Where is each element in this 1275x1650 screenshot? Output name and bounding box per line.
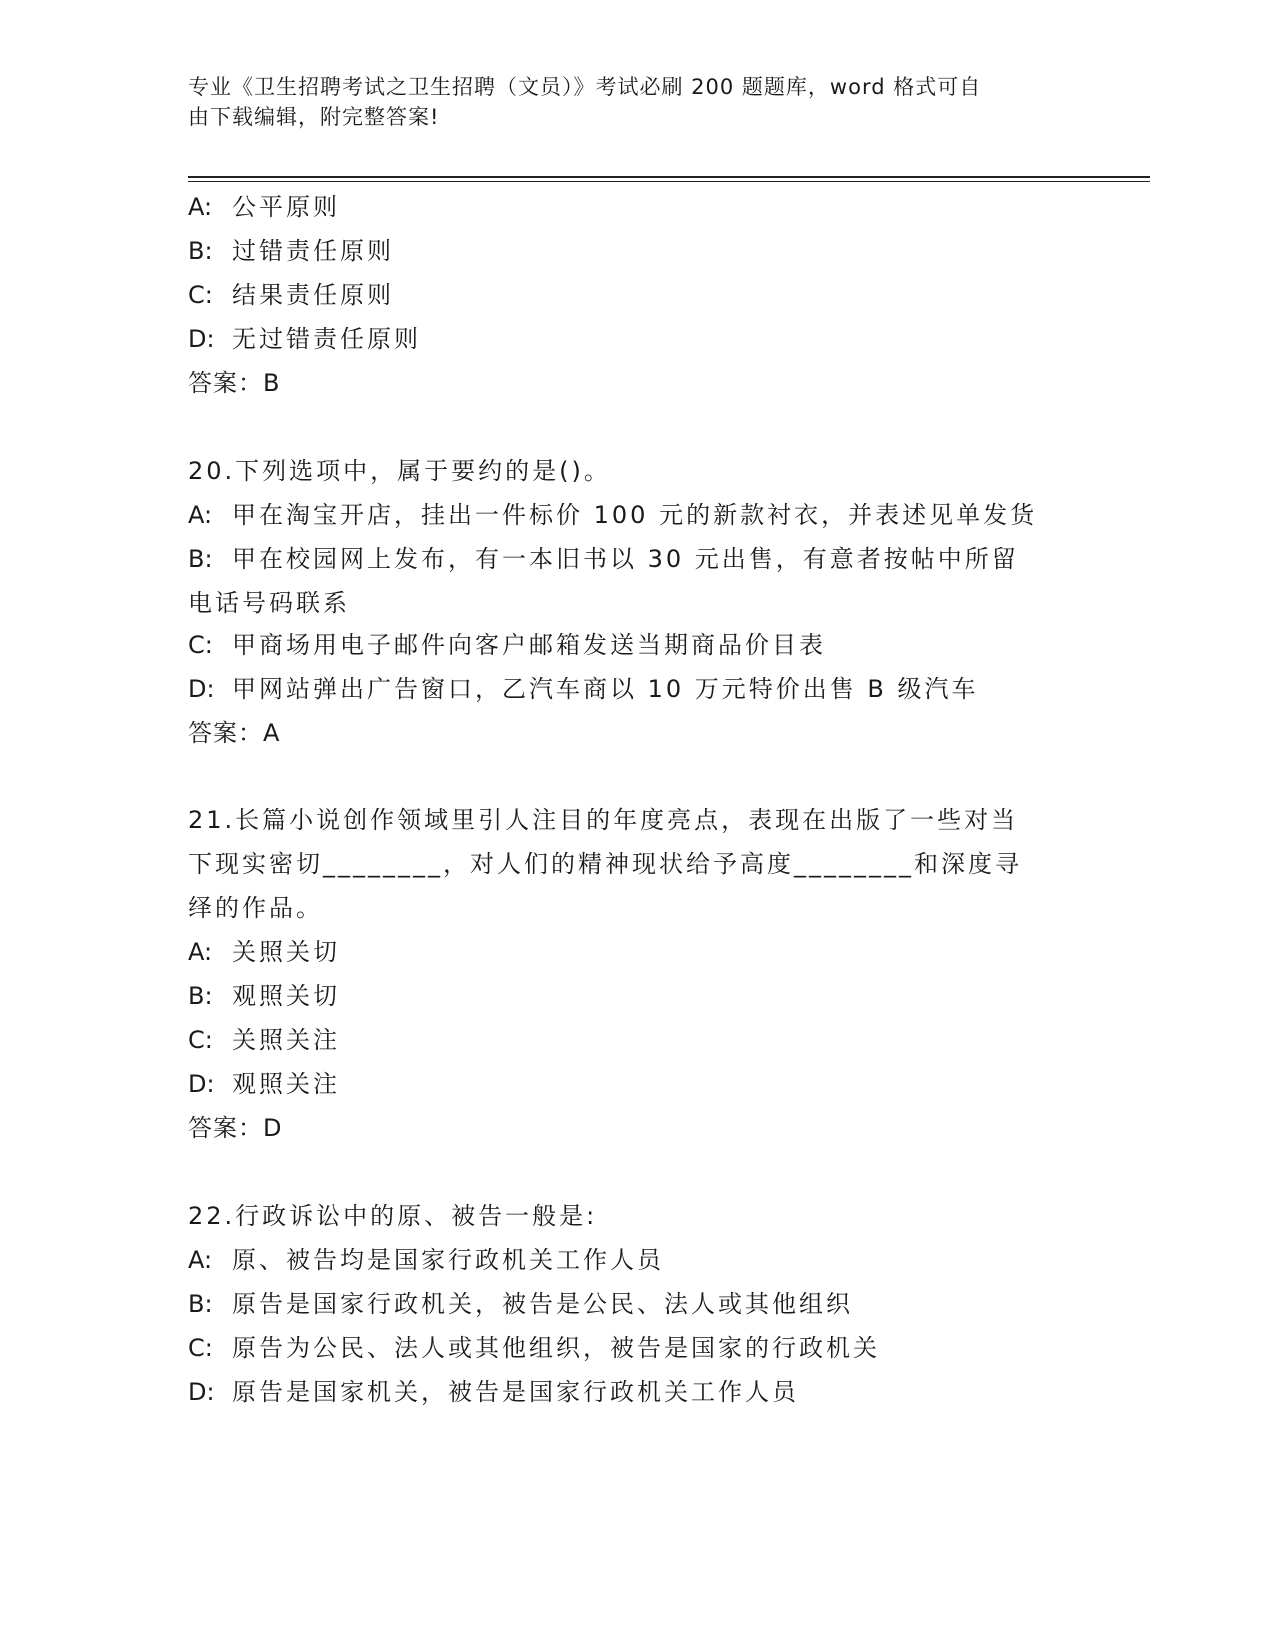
header-line-2: 由下载编辑，附完整答案! — [188, 105, 440, 129]
q22-option-a — [188, 1245, 664, 1275]
option-letter: C: — [188, 1334, 213, 1362]
option-letter: B: — [188, 982, 213, 1010]
q21-stem-line-1: 21.长篇小说创作领域里引人注目的年度亮点，表现在出版了一些对当 — [188, 806, 1019, 834]
q20-answer: 答案：A — [188, 719, 281, 747]
q22-option-d — [188, 1377, 799, 1407]
header-divider-thick — [188, 176, 1150, 178]
option-letter: A: — [188, 1246, 213, 1274]
q20-option-a — [188, 500, 1037, 530]
option-text: 公平原则 — [232, 193, 340, 221]
q19-option-b — [188, 236, 394, 266]
q21-option-a — [188, 937, 340, 967]
option-letter: B: — [188, 237, 213, 265]
option-letter: C: — [188, 281, 213, 309]
option-text: 观照关切 — [232, 982, 340, 1010]
q21-option-d — [188, 1069, 340, 1099]
option-letter: D: — [188, 325, 215, 353]
option-text: 甲在校园网上发布，有一本旧书以 30 元出售，有意者按帖中所留 — [232, 545, 1019, 573]
option-text: 原告是国家行政机关，被告是公民、法人或其他组织 — [232, 1290, 853, 1318]
option-text: 结果责任原则 — [232, 281, 394, 309]
q21-option-b — [188, 981, 340, 1011]
q19-option-d — [188, 324, 421, 354]
q20-option-b-continued: 电话号码联系 — [188, 589, 350, 617]
q20-option-c — [188, 630, 826, 660]
option-letter: D: — [188, 1378, 215, 1406]
q20-option-d — [188, 674, 979, 704]
option-text: 原告为公民、法人或其他组织，被告是国家的行政机关 — [232, 1334, 880, 1362]
document-header — [188, 72, 1068, 132]
option-letter: D: — [188, 1070, 215, 1098]
option-letter: B: — [188, 545, 213, 573]
header-line-1: 专业《卫生招聘考试之卫生招聘（文员）》考试必刷 200 题题库，word 格式可自 — [188, 75, 982, 99]
option-text: 原、被告均是国家行政机关工作人员 — [232, 1246, 664, 1274]
option-letter: A: — [188, 193, 213, 221]
q20-option-b — [188, 544, 1019, 574]
option-text: 关照关注 — [232, 1026, 340, 1054]
option-letter: C: — [188, 1026, 213, 1054]
q21-answer: 答案：D — [188, 1114, 283, 1142]
option-letter: D: — [188, 675, 215, 703]
q19-option-c — [188, 280, 394, 310]
q19-option-a — [188, 192, 340, 222]
option-letter: A: — [188, 938, 213, 966]
option-text: 无过错责任原则 — [232, 325, 421, 353]
option-text: 过错责任原则 — [232, 237, 394, 265]
option-text: 原告是国家机关，被告是国家行政机关工作人员 — [232, 1378, 799, 1406]
header-divider-thin — [188, 181, 1150, 182]
q19-answer: 答案：B — [188, 369, 281, 397]
option-letter: C: — [188, 631, 213, 659]
q21-option-c — [188, 1025, 340, 1055]
option-text: 甲在淘宝开店，挂出一件标价 100 元的新款衬衣，并表述见单发货 — [232, 501, 1038, 529]
option-text: 观照关注 — [232, 1070, 340, 1098]
option-text: 关照关切 — [232, 938, 340, 966]
q22-stem: 22.行政诉讼中的原、被告一般是: — [188, 1202, 598, 1230]
option-text: 甲网站弹出广告窗口，乙汽车商以 10 万元特价出售 B 级汽车 — [232, 675, 979, 703]
q22-option-b — [188, 1289, 853, 1319]
q21-stem-line-3: 绎的作品。 — [188, 894, 323, 922]
option-letter: A: — [188, 501, 213, 529]
option-text: 甲商场用电子邮件向客户邮箱发送当期商品价目表 — [232, 631, 826, 659]
q22-option-c — [188, 1333, 880, 1363]
q20-stem: 20.下列选项中，属于要约的是()。 — [188, 457, 611, 485]
option-letter: B: — [188, 1290, 213, 1318]
q21-stem-line-2: 下现实密切________，对人们的精神现状给予高度________和深度寻 — [188, 850, 1022, 878]
